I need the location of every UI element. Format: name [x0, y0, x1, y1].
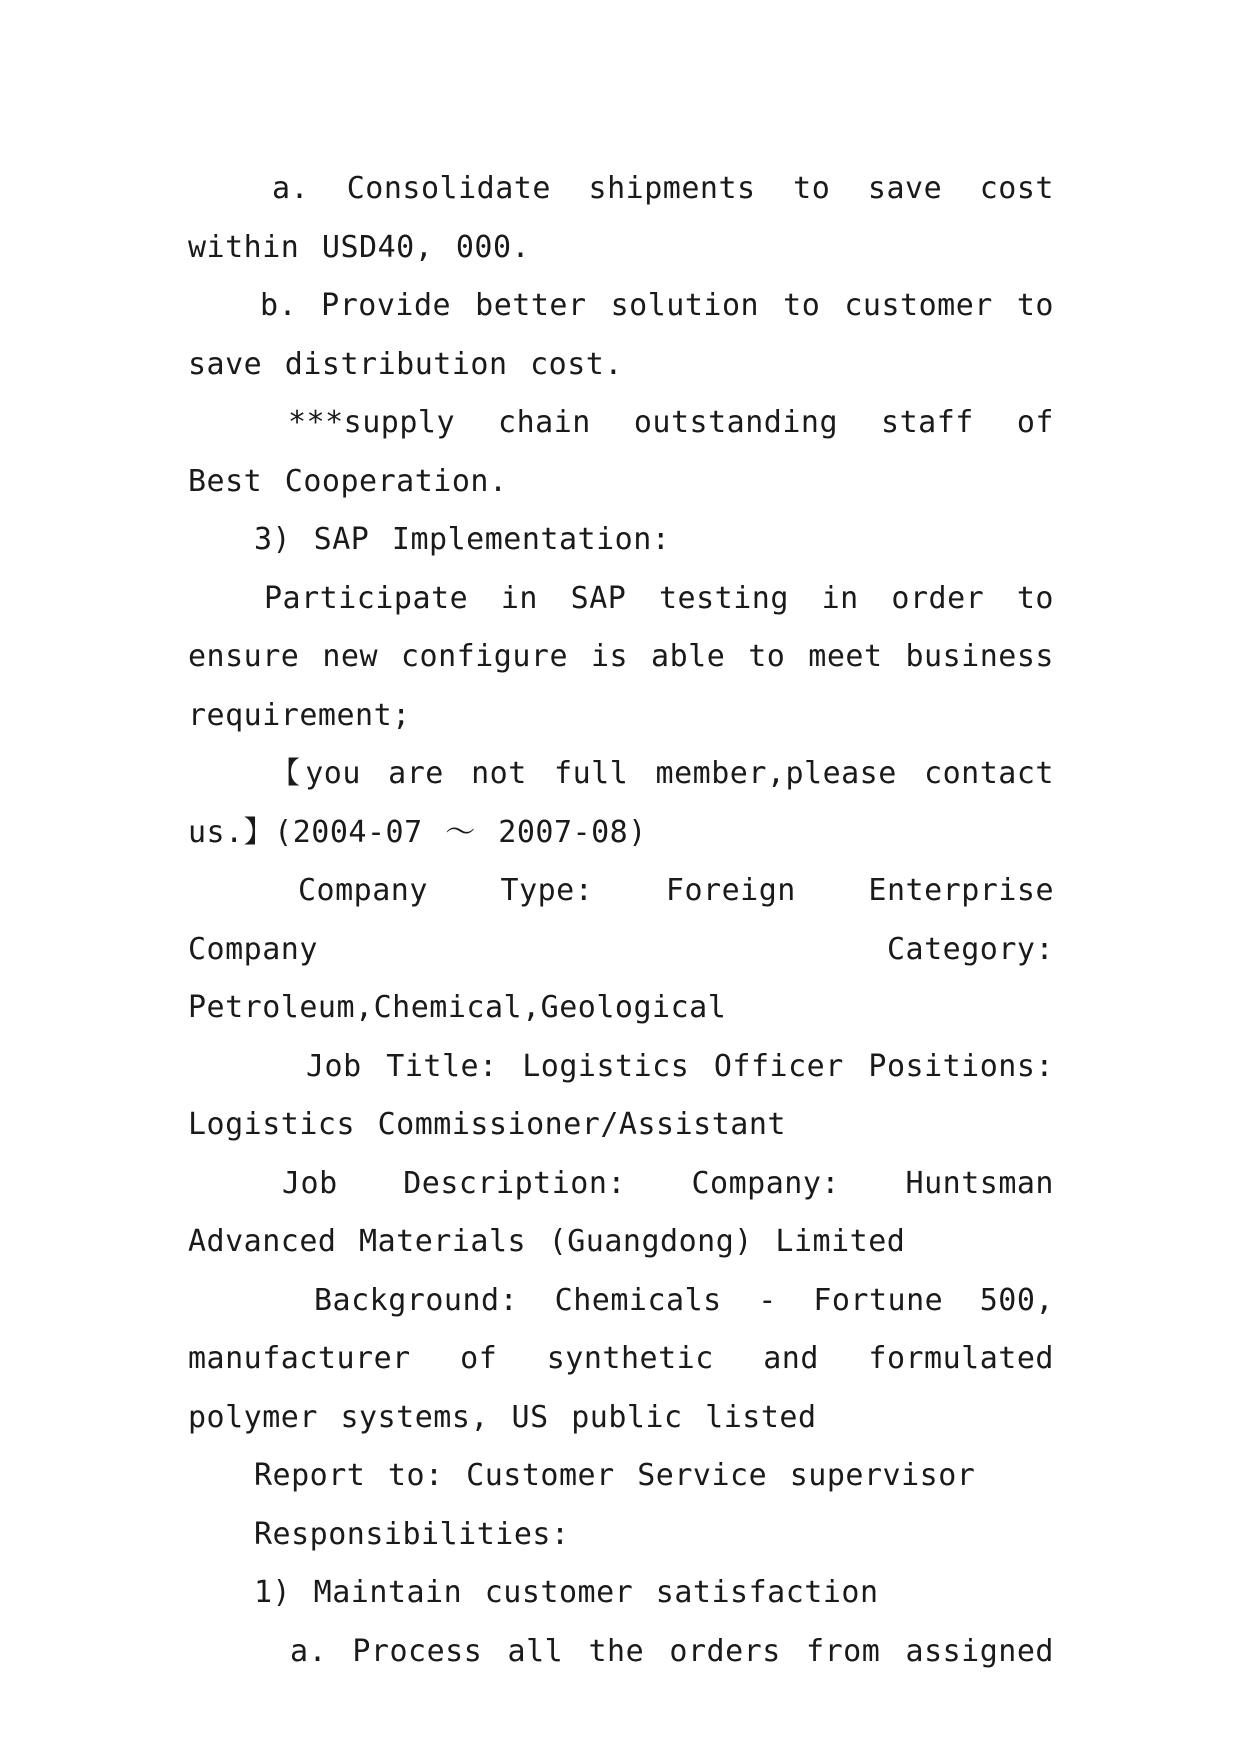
paragraph-better-solution: b. Provide better solution to customer to save distribution cost.: [188, 288, 1054, 382]
paragraph-consolidate-shipments: a. Consolidate shipments to save cost within USD40, 000.: [188, 171, 1054, 265]
paragraph-company-type: Company Type: Foreign Enterprise Company Category: Petroleum,Chemical,Geological: [188, 873, 1054, 1025]
paragraph-member-notice: 【you are not full member,please contact us.】(2004-07 ～ 2007-08): [188, 756, 1054, 850]
paragraph-job-description: Job Description: Company: Huntsman Advanced Materials (Guangdong) Limited: [188, 1165, 1054, 1259]
document-body: [188, 160, 1054, 1681]
paragraph-job-title: Job Title: Logistics Officer Positions: Logistics Commissioner/Assistant: [188, 1048, 1054, 1142]
paragraph-background: Background: Chemicals - Fortune 500, manufacturer of synthetic and formulated polymer systems, US public listed: [188, 1282, 1054, 1435]
paragraph-sap-heading: 3) SAP Implementation:: [254, 522, 671, 557]
paragraph-sap-testing: Participate in SAP testing in order to ensure new configure is able to meet business requirement;: [188, 580, 1054, 733]
paragraph-report-to: Report to: Customer Service supervisor: [254, 1458, 976, 1493]
paragraph-process-orders: a. Process all the orders from assigned: [290, 1633, 1054, 1669]
paragraph-responsibilities: Responsibilities:: [254, 1516, 570, 1552]
paragraph-outstanding-staff: ***supply chain outstanding staff of Best Cooperation.: [188, 405, 1054, 499]
paragraph-customer-satisfaction: 1) Maintain customer satisfaction: [254, 1575, 879, 1610]
